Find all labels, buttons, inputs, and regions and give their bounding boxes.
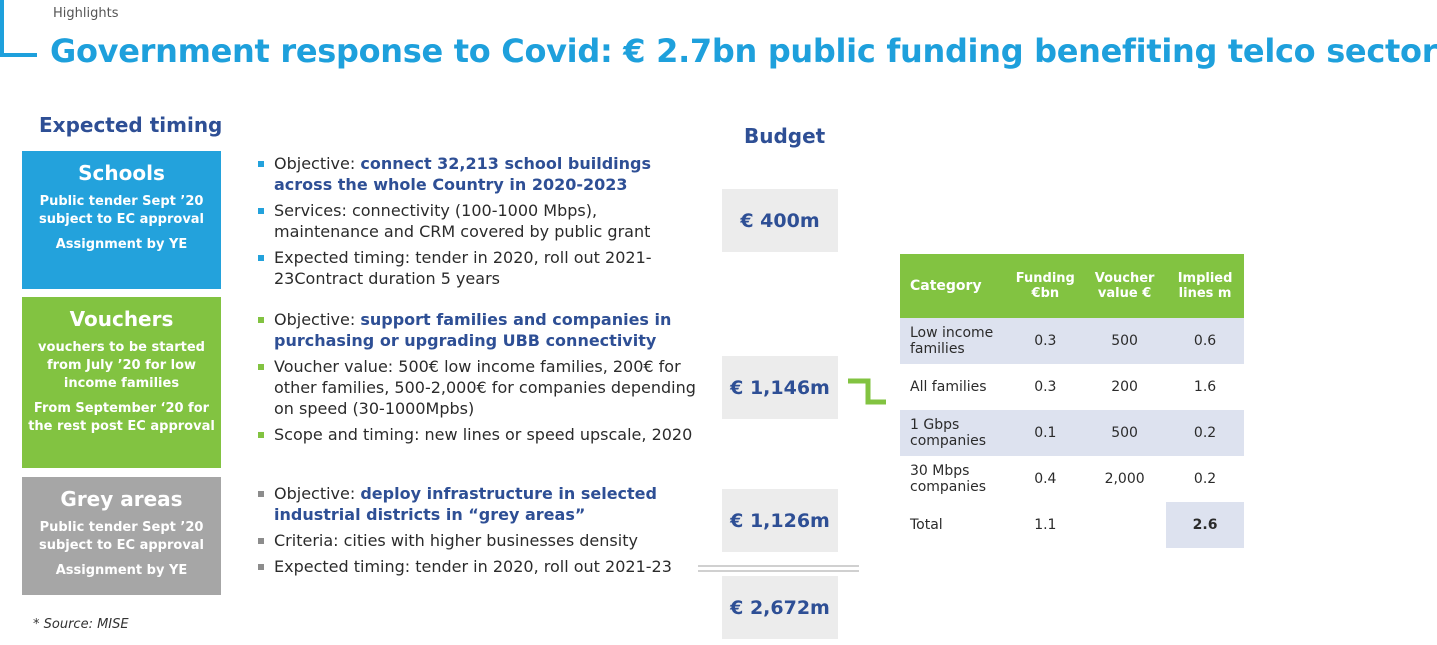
table-cell: 1 Gbps companies — [900, 410, 1008, 456]
table-cell — [1083, 502, 1166, 548]
list-item: Objective: connect 32,213 school buildings across the whole Country in 2020-2023 — [256, 153, 696, 195]
table-total-row — [900, 502, 1244, 548]
budget-heading: Budget — [744, 124, 826, 148]
list-item: Objective: support families and companies in purchasing or upgrading UBB connectivity — [256, 309, 696, 351]
table-cell: 1.6 — [1193, 379, 1217, 395]
vouchers-timing-box — [22, 297, 221, 468]
table-row — [900, 364, 1244, 410]
column-header: Funding €bn — [1008, 254, 1084, 318]
vouchers-objective: support families and companies in purchasing or upgrading UBB connectivity — [274, 310, 672, 350]
grey-areas-timing-box — [22, 477, 221, 595]
total-budget: € 2,672m — [722, 576, 838, 639]
vouchers-budget: € 1,146m — [722, 356, 838, 419]
table-row — [900, 318, 1244, 364]
table-cell: 0.3 — [1034, 379, 1057, 395]
grey-areas-details — [256, 483, 676, 582]
table-cell: Low income families — [900, 318, 1008, 364]
list-item: Expected timing: tender in 2020, roll out 2021-23 — [256, 556, 676, 577]
list-item: Services: connectivity (100-1000 Mbps), maintenance and CRM covered by public grant — [256, 200, 696, 242]
vouchers-box-title: Vouchers — [69, 307, 174, 331]
total-lines-cell: 2.6 — [1166, 502, 1244, 548]
vouchers-box-line2: From September ‘20 for the rest post EC approval — [28, 401, 215, 434]
column-header: Implied lines m — [1166, 254, 1244, 318]
column-header: Voucher value € — [1083, 254, 1166, 318]
schools-box-line1: Public tender Sept ’20 subject to EC approval — [38, 194, 205, 227]
connector-arrow-icon — [848, 378, 888, 406]
table-cell: 30 Mbps companies — [910, 463, 987, 495]
table-row — [900, 456, 1244, 502]
table-cell: All families — [910, 379, 987, 395]
table-cell: 0.4 — [1034, 471, 1057, 487]
schools-objective: connect 32,213 school buildings across the whole Country in 2020-2023 — [274, 154, 652, 194]
list-item: Scope and timing: new lines or speed upscale, 2020 — [256, 424, 696, 445]
vouchers-box-line1: vouchers to be started from July ’20 for low income families — [38, 340, 205, 391]
grey-areas-box-title: Grey areas — [60, 487, 183, 511]
grey-areas-objective: deploy infrastructure in selected industrial districts in “grey areas” — [274, 484, 657, 524]
list-item: Voucher value: 500€ low income families, 200€ for other families, 500-2,000€ for companies depending on speed (30-1000Mpbs) — [256, 356, 696, 419]
header-bracket-horizontal — [0, 53, 37, 57]
vouchers-details — [256, 309, 696, 450]
column-header: Category — [900, 254, 1008, 318]
total-divider — [698, 570, 859, 572]
table-row — [900, 410, 1244, 456]
table-cell: 200 — [1111, 379, 1138, 395]
schools-box-line2: Assignment by YE — [55, 237, 188, 252]
expected-timing-heading: Expected timing — [39, 113, 223, 137]
voucher-breakdown-table — [900, 254, 1244, 548]
table-cell: 0.3 — [1008, 318, 1084, 364]
list-item: Objective: deploy infrastructure in selected industrial districts in “grey areas” — [256, 483, 676, 525]
source-footnote: * Source: MISE — [33, 617, 129, 632]
page-title: Government response to Covid: € 2.7bn public funding benefiting telco sector — [50, 32, 1437, 70]
table-cell: 500 — [1083, 318, 1166, 364]
schools-box-title: Schools — [78, 161, 165, 185]
schools-details — [256, 153, 696, 294]
table-cell: 0.6 — [1166, 318, 1244, 364]
table-header-row — [900, 254, 1244, 318]
section-label: Highlights — [53, 6, 119, 21]
schools-timing-box — [22, 151, 221, 289]
table-cell: Total — [910, 517, 943, 533]
table-cell: 2,000 — [1104, 471, 1145, 487]
table-cell: 500 — [1083, 410, 1166, 456]
list-item: Criteria: cities with higher businesses density — [256, 530, 676, 551]
table-cell: 0.1 — [1008, 410, 1084, 456]
header-bracket-vertical — [0, 0, 4, 57]
table-cell: 0.2 — [1166, 410, 1244, 456]
grey-areas-box-line2: Assignment by YE — [55, 563, 188, 578]
total-divider — [698, 565, 859, 567]
grey-areas-budget: € 1,126m — [722, 489, 838, 552]
table-cell: 1.1 — [1034, 517, 1057, 533]
list-item: Expected timing: tender in 2020, roll out 2021-23Contract duration 5 years — [256, 247, 696, 289]
table-cell: 0.2 — [1193, 471, 1217, 487]
grey-areas-box-line1: Public tender Sept ’20 subject to EC approval — [38, 520, 205, 553]
schools-budget: € 400m — [722, 189, 838, 252]
